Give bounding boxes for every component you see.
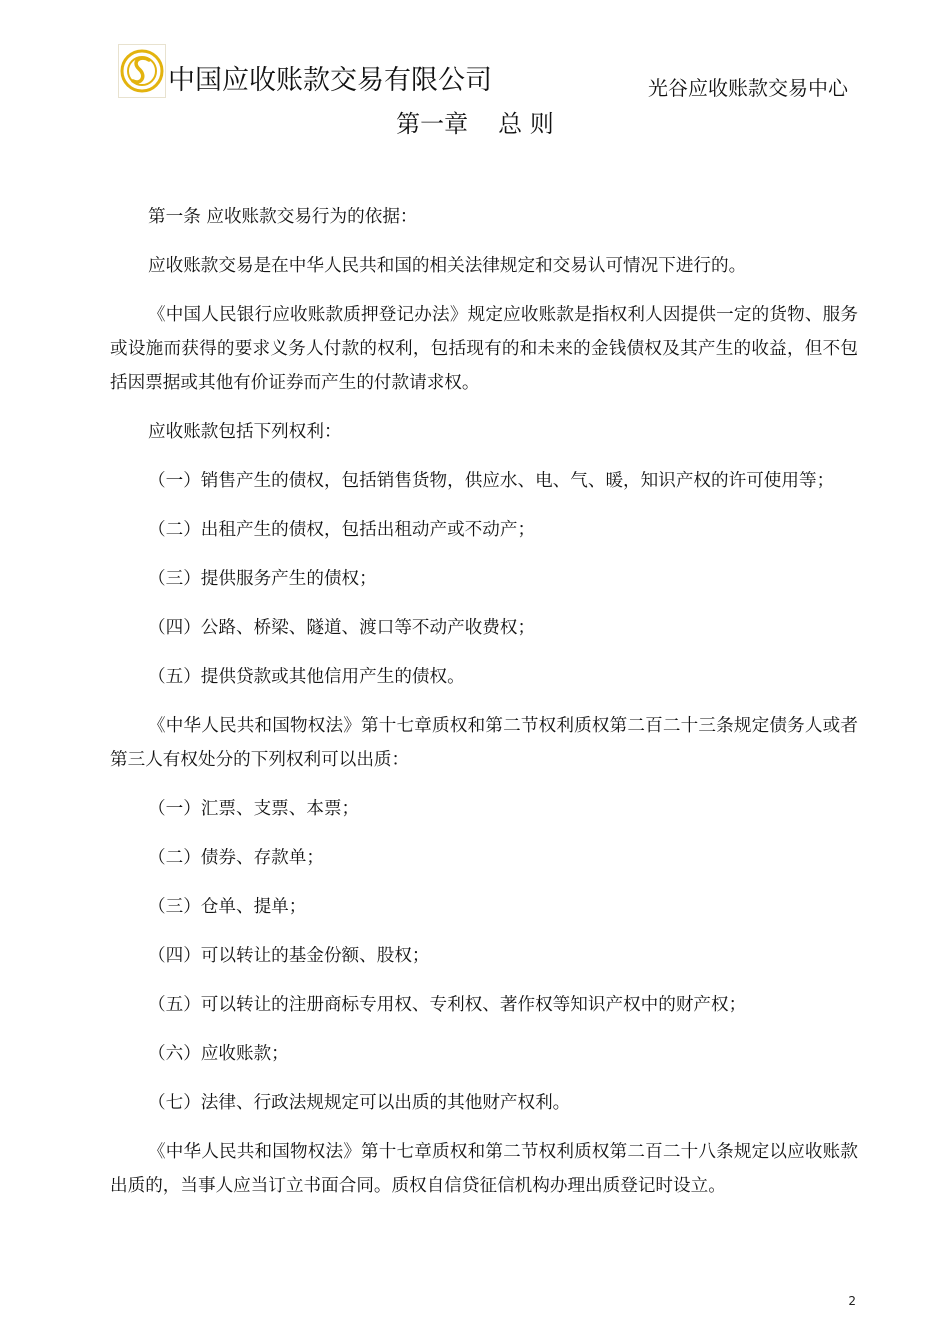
page-header [118, 44, 878, 100]
paragraph: 《中华人民共和国物权法》第十七章质权和第二节权利质权第二百二十八条规定以应收账款出质的，当事人应当订立书面合同。质权自信贷征信机构办理出质登记时设立。 [110, 1142, 858, 1196]
paragraph: 应收账款包括下列权利： [148, 422, 342, 442]
paragraph: 应收账款交易是在中华人民共和国的相关法律规定和交易认可情况下进行的。 [148, 256, 747, 276]
paragraph: 《中华人民共和国物权法》第十七章质权和第二节权利质权第二百二十三条规定债务人或者第三人有权处分的下列权利可以出质： [110, 716, 858, 770]
chapter-title: 总 则 [498, 110, 554, 138]
chapter-heading [0, 104, 950, 139]
list-item: （一）汇票、支票、本票； [148, 799, 360, 819]
list-item: （五）提供贷款或其他信用产生的债权。 [148, 667, 465, 687]
list-item: （五）可以转让的注册商标专用权、专利权、著作权等知识产权中的财产权； [148, 995, 747, 1015]
list-item: （二）债券、存款单； [148, 848, 324, 868]
list-item: （四）可以转让的基金份额、股权； [148, 946, 430, 966]
list-item: （六）应收账款； [148, 1044, 289, 1064]
paragraph: 《中国人民银行应收账款质押登记办法》规定应收账款是指权利人因提供一定的货物、服务或设施而获得的要求义务人付款的权利，包括现有的和未来的金钱债权及其产生的收益，但不包括因票据或其他有价证券而产生的付款请求权。 [110, 305, 858, 393]
page-number: 2 [848, 1294, 856, 1308]
chapter-number: 第一章 [396, 110, 469, 138]
list-item: （七）法律、行政法规规定可以出质的其他财产权利。 [148, 1093, 571, 1113]
company-name: 中国应收账款交易有限公司 [168, 65, 492, 96]
article-heading: 第一条 应收账款交易行为的依据： [148, 207, 418, 227]
list-item: （四）公路、桥梁、隧道、渡口等不动产收费权； [148, 618, 536, 638]
list-item: （一）销售产生的债权，包括销售货物，供应水、电、气、暖，知识产权的许可使用等； [148, 471, 835, 491]
list-item: （三）提供服务产生的债权； [148, 569, 377, 589]
list-item: （二）出租产生的债权，包括出租动产或不动产； [148, 520, 536, 540]
list-item: （三）仓单、提单； [148, 897, 307, 917]
center-name: 光谷应收账款交易中心 [648, 76, 848, 100]
document-body [110, 200, 858, 1218]
gold-s-logo-icon [118, 44, 166, 98]
